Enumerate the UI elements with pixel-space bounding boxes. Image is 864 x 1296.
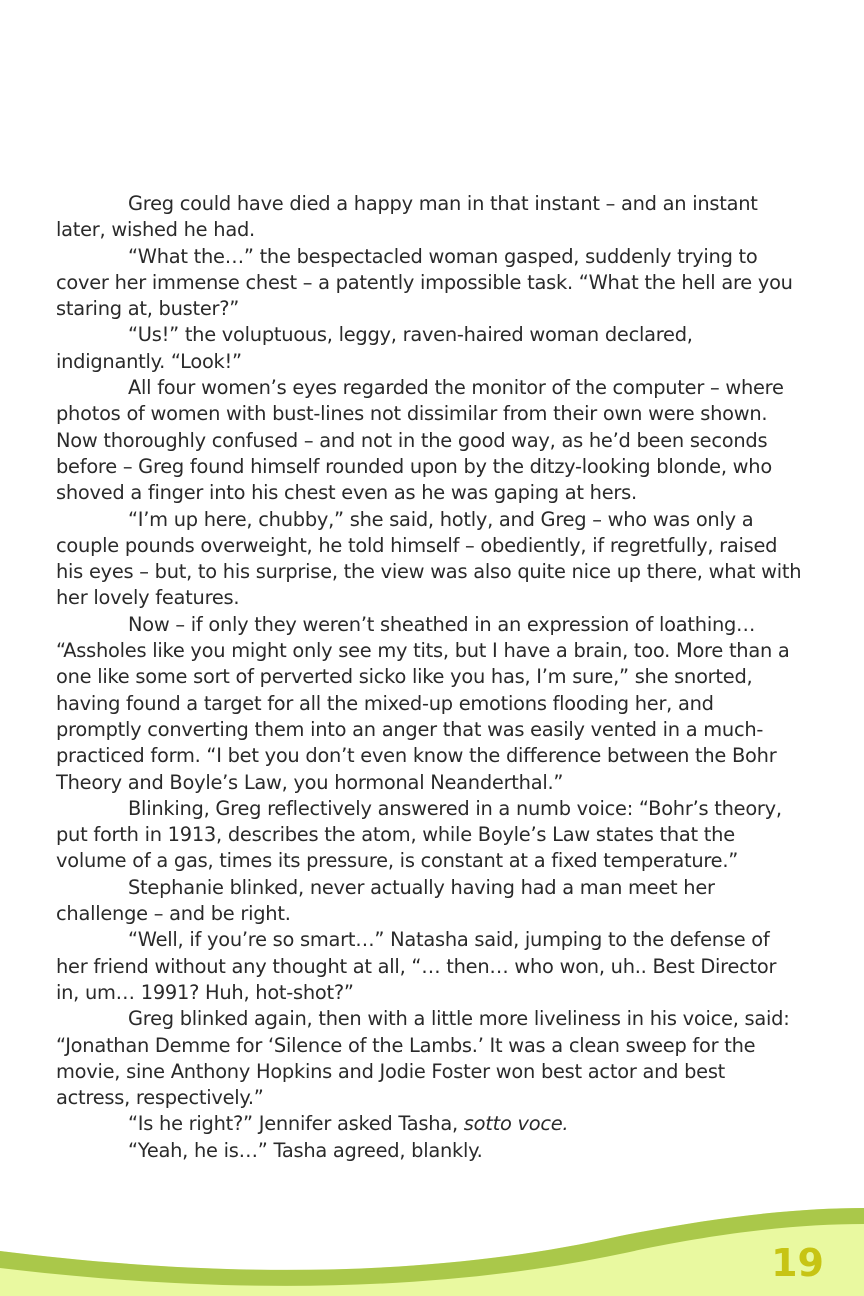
- footer-band: [0, 1196, 864, 1296]
- paragraph: [56, 1111, 804, 1137]
- paragraph: All four women’s eyes regarded the monitor of the computer – where photos of women with bust-lines not dissimilar from their own were shown. Now thoroughly confused – and not in the good way, as he’d been seconds before – Greg found himself rounded upon by the ditzy-looking blonde, who shoved a finger into his chest even as he was gaping at hers.: [56, 376, 784, 505]
- body-text: [56, 191, 804, 1164]
- page-number: 19: [771, 1241, 824, 1285]
- paragraph: “Us!” the voluptuous, leggy, raven-haired woman declared, indignantly. “Look!”: [56, 323, 693, 373]
- paragraph: Greg blinked again, then with a little more liveliness in his voice, said: “Jonathan Demme for ‘Silence of the Lambs.’ It was a clean sweep for the movie, sine Anthony Hopkins and Jodie Foster won best actor and best actress, respectively.”: [56, 1007, 790, 1110]
- paragraph: Now – if only they weren’t sheathed in an expression of loathing… “Assholes like you might only see my tits, but I have a brain, too. More than a one like some sort of perverted sicko like you has, I’m sure,” she snorted, having found a target for all the mixed-up emotions flooding her, and promptly converting them into an anger that was easily vented in a much-practiced form. “I bet you don’t even know the difference between the Bohr Theory and Boyle’s Law, you hormonal Neanderthal.”: [56, 612, 790, 794]
- paragraph: Stephanie blinked, never actually having had a man meet her challenge – and be right.: [56, 875, 715, 926]
- paragraph: “What the…” the bespectacled woman gasped, suddenly trying to cover her immense chest – a patently impossible task. “What the hell are you staring at, buster?”: [56, 244, 793, 321]
- paragraph-text: “Is he right?” Jennifer asked Tasha,: [128, 1112, 464, 1136]
- paragraph: Greg could have died a happy man in that instant – and an instant later, wished he had.: [56, 192, 758, 242]
- paragraph: Blinking, Greg reflectively answered in a numb voice: “Bohr’s theory, put forth in 1913, describes the atom, while Boyle’s Law states that the volume of a gas, times its pressure, is constant at a fixed temperature.”: [56, 796, 782, 873]
- italic-phrase: sotto voce.: [463, 1112, 569, 1136]
- paragraph: “Yeah, he is…” Tasha agreed, blankly.: [128, 1138, 483, 1162]
- paragraph: “I’m up here, chubby,” she said, hotly, and Greg – who was only a couple pounds overweight, he told himself – obediently, if regretfully, raised his eyes – but, to his surprise, the view was also quite nice up there, what with her lovely features.: [56, 507, 802, 610]
- paragraph: “Well, if you’re so smart…” Natasha said, jumping to the defense of her friend without any thought at all, “… then… who won, uh.. Best Director in, um… 1991? Huh, hot-shot?”: [56, 928, 777, 1004]
